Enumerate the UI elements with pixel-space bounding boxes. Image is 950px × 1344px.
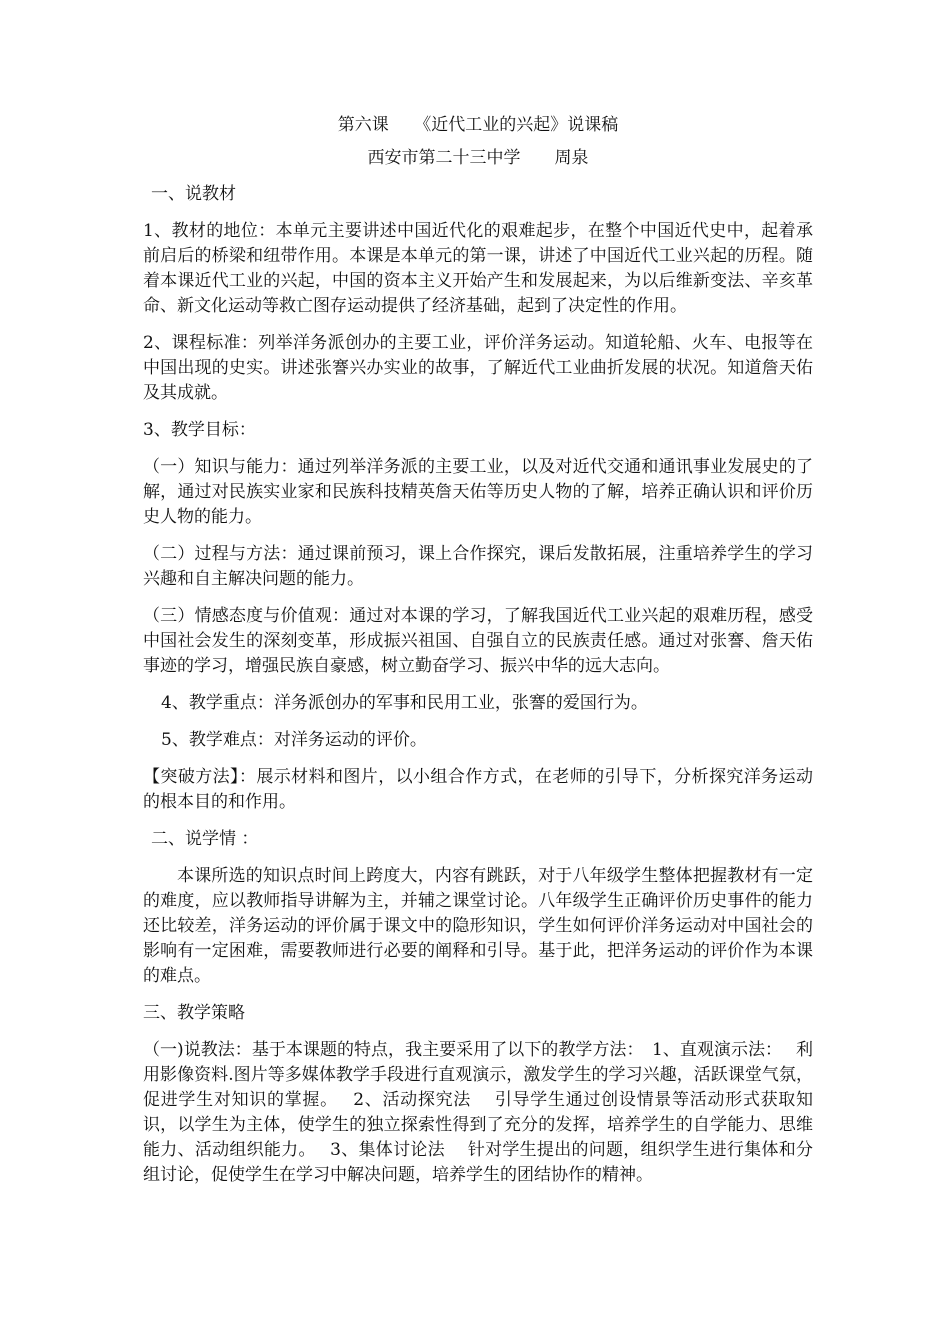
paragraph-teaching-methods: （一)说教法：基于本课题的特点，我主要采用了以下的教学方法： 1、直观演示法： 利用影像资料.图片等多媒体教学手段进行直观演示，激发学生的学习兴趣，活跃课堂气氛，促进学生对知识的掌握。 2、活动探究法 引导学生通过创设情景等活动形式获取知识，以学生为主体，使学生的独立探索性得到了充分的发挥，培养学生的自学能力、思维能力、活动组织能力。 3、集体讨论法 针对学生提出的问题，组织学生进行集体和分组讨论，促使学生在学习中解决问题，培养学生的团结协作的精神。 <box>143 1040 813 1185</box>
section-heading-strategy: 三、教学策略 <box>143 1003 245 1023</box>
paragraph-key-point: 4、教学重点：洋务派创办的军事和民用工业，张謇的爱国行为。 <box>161 693 648 713</box>
paragraph-goal-process: （二）过程与方法：通过课前预习，课上合作探究，课后发散拓展，注重培养学生的学习兴趣和自主解决问题的能力。 <box>143 544 813 589</box>
document-author: 西安市第二十三中学 周泉 <box>367 148 589 168</box>
document-title: 第六课 《近代工业的兴起》说课稿 <box>337 115 619 135</box>
paragraph-curriculum-standard: 2、课程标准：列举洋务派创办的主要工业，评价洋务运动。知道轮船、火车、电报等在中国出现的史实。讲述张謇兴办实业的故事，了解近代工业曲折发展的状况。知道詹天佑及其成就。 <box>143 333 813 403</box>
paragraph-difficult-point: 5、教学难点：对洋务运动的评价。 <box>161 730 427 750</box>
paragraph-learner-analysis: 本课所选的知识点时间上跨度大，内容有跳跃，对于八年级学生整体把握教材有一定的难度，应以教师指导讲解为主，并辅之课堂讨论。八年级学生正确评价历史事件的能力还比较差，洋务运动的评价属于课文中的隐形知识，学生如何评价洋务运动对中国社会的影响有一定困难，需要教师进行必要的阐释和引导。基于此，把洋务运动的评价作为本课的难点。 <box>143 866 813 986</box>
section-heading-learners: 二、说学情 ： <box>151 829 259 849</box>
section-heading-textbook: 一、说教材 <box>151 184 236 204</box>
paragraph-breakthrough-method: 【突破方法】：展示材料和图片，以小组合作方式，在老师的引导下，分析探究洋务运动的根本目的和作用。 <box>143 767 813 812</box>
paragraph-goal-emotion: （三）情感态度与价值观：通过对本课的学习，了解我国近代工业兴起的艰难历程，感受中国社会发生的深刻变革，形成振兴祖国、自强自立的民族责任感。通过对张謇、詹天佑事迹的学习，增强民族自豪感，树立勤奋学习、振兴中华的远大志向。 <box>143 606 813 676</box>
paragraph-teaching-goals-label: 3、教学目标： <box>143 420 256 440</box>
paragraph-textbook-position: 1、教材的地位：本单元主要讲述中国近代化的艰难起步，在整个中国近代史中，起着承前启后的桥梁和纽带作用。本课是本单元的第一课，讲述了中国近代工业兴起的历程。随着本课近代工业的兴起，中国的资本主义开始产生和发展起来，为以后维新变法、辛亥革命、新文化运动等救亡图存运动提供了经济基础，起到了决定性的作用。 <box>143 221 813 316</box>
paragraph-goal-knowledge: （一）知识与能力：通过列举洋务派的主要工业，以及对近代交通和通讯事业发展史的了解，通过对民族实业家和民族科技精英詹天佑等历史人物的了解，培养正确认识和评价历史人物的能力。 <box>143 457 813 527</box>
document-body <box>143 112 813 1200</box>
